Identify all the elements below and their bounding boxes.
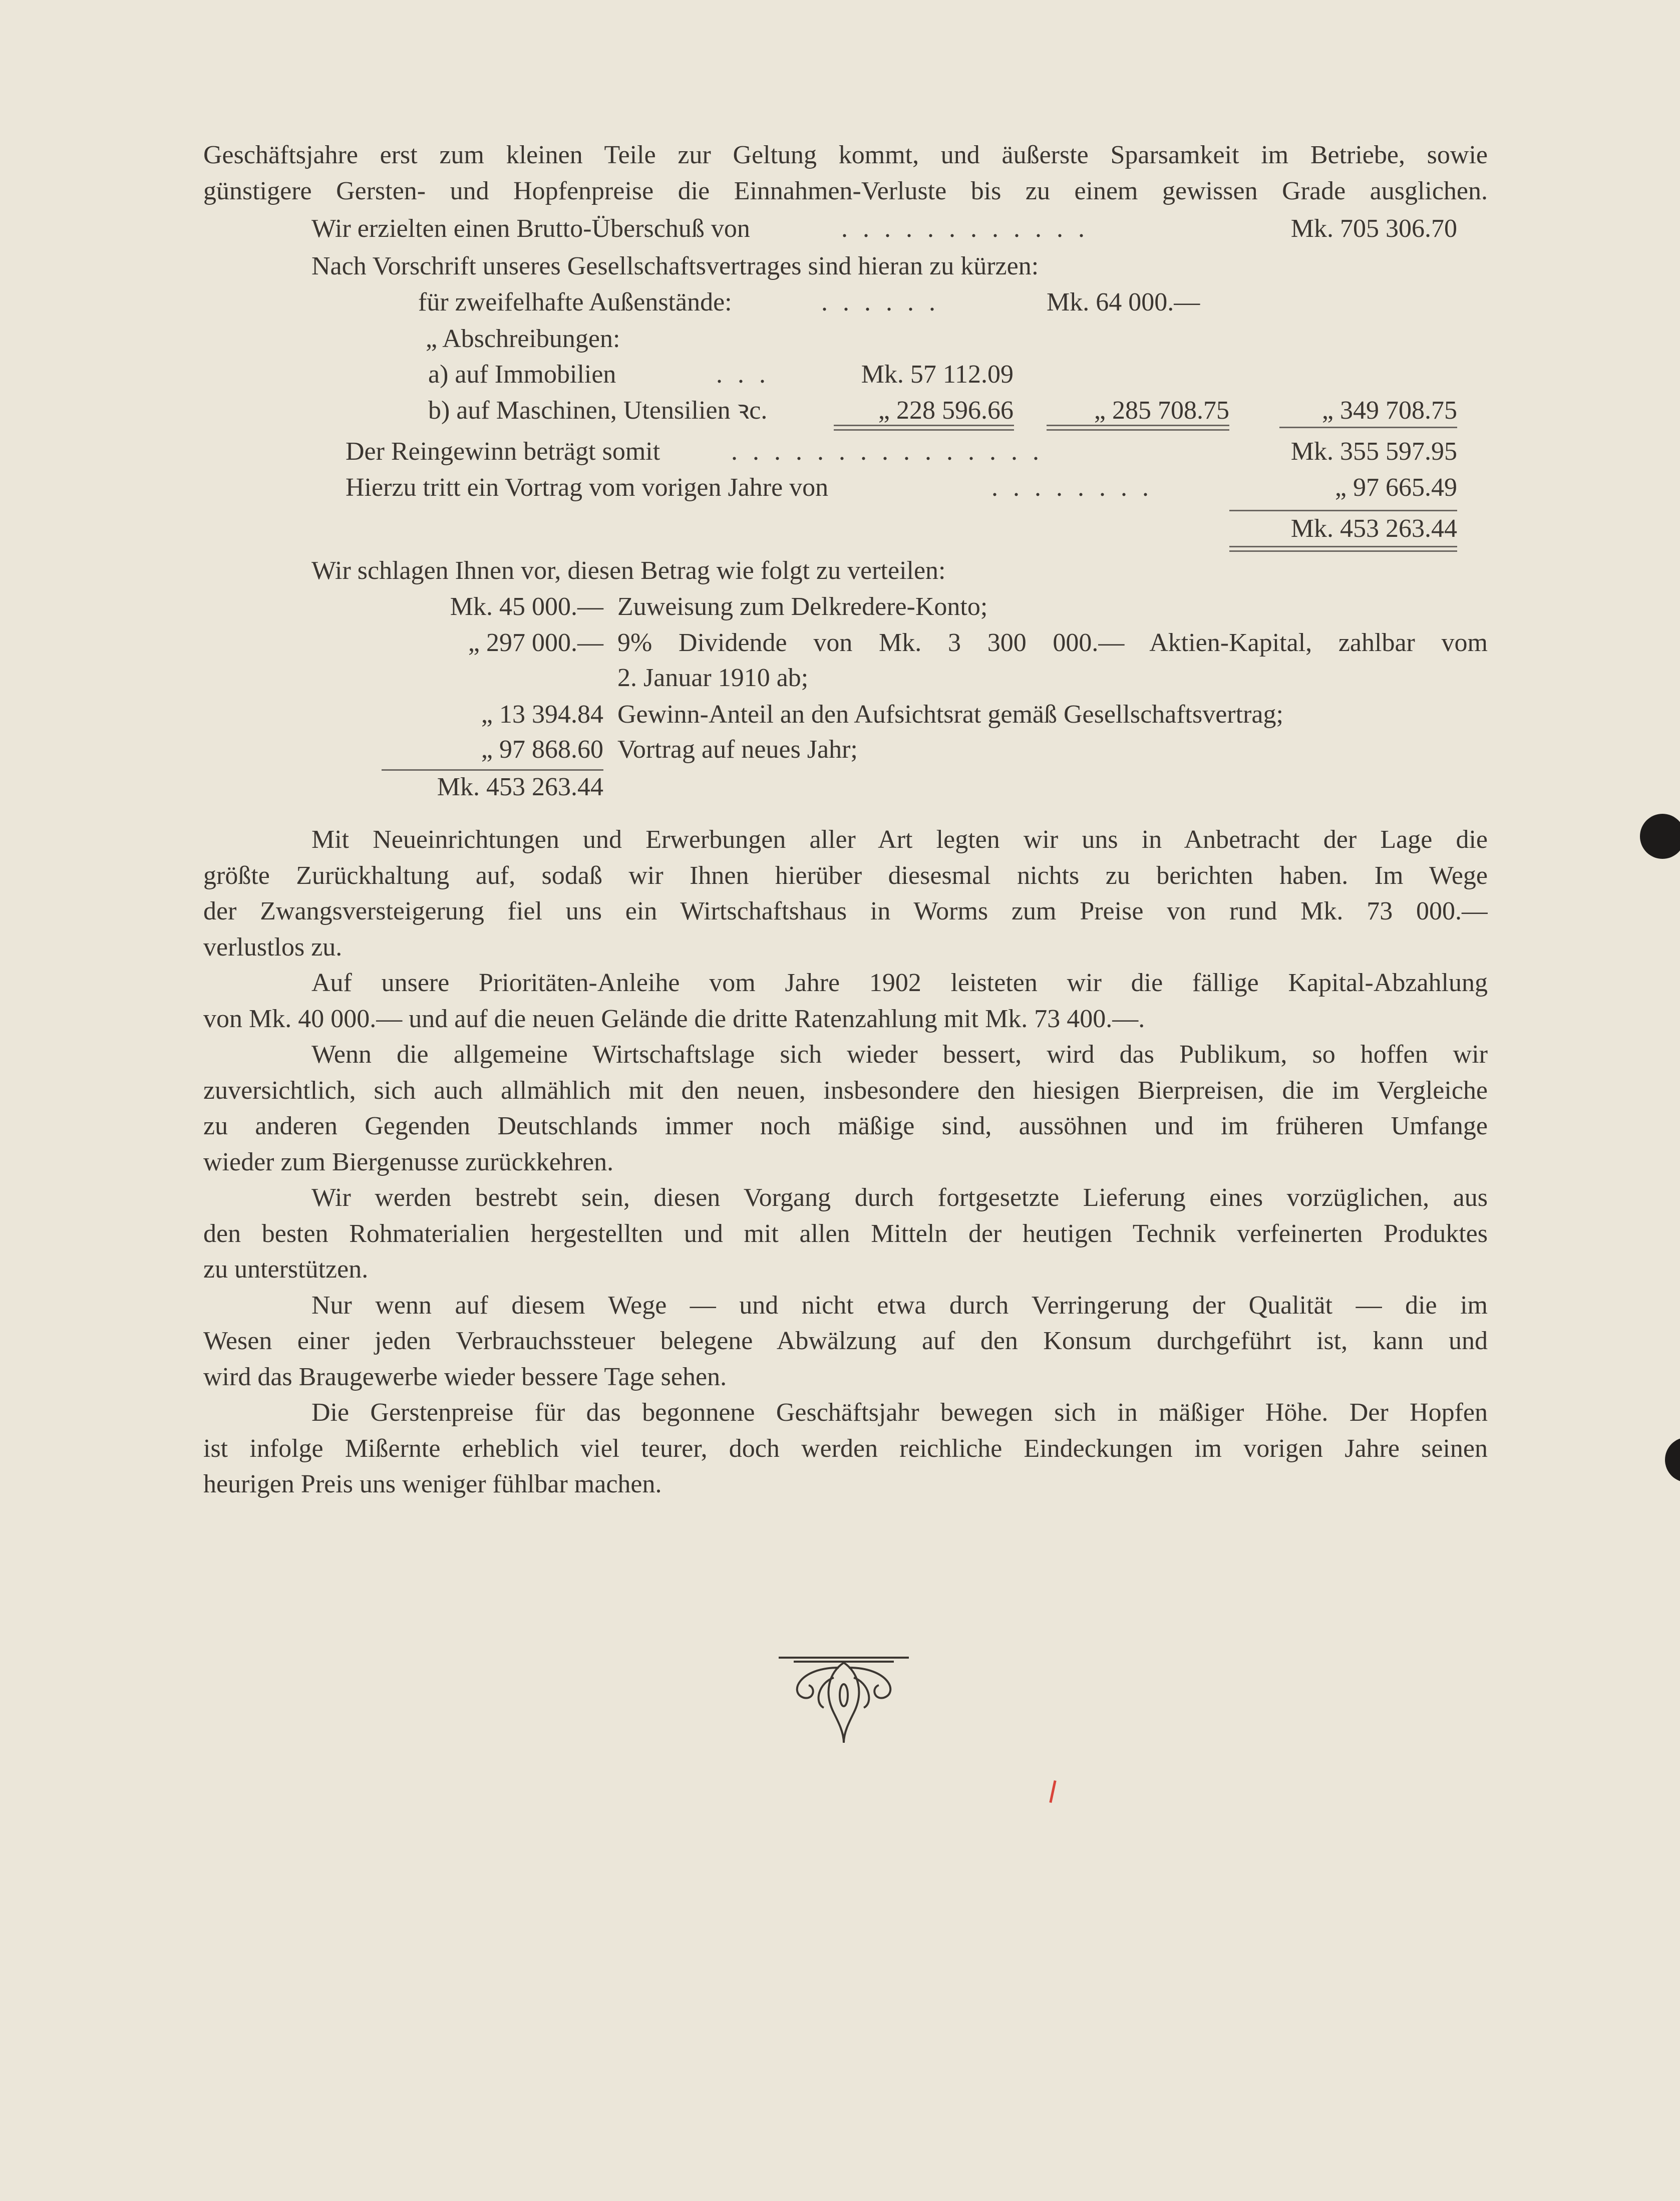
maschinen-value: „ 228 596.66 (878, 396, 1014, 425)
brutto-value: Mk. 705 306.70 (1290, 214, 1457, 243)
deduction-total: „ 349 708.75 (1321, 396, 1457, 425)
net-profit-label: Der Reingewinn beträgt somit (346, 437, 660, 466)
paragraph-line: den besten Rohmaterialien hergestellten und mit allen Mitteln der heutigen Technik verfeinerten Produktes (203, 1219, 1488, 1248)
net-profit-value: Mk. 355 597.95 (1290, 437, 1457, 466)
paragraph-line: wird das Braugewerbe wieder bessere Tage sehen. (203, 1362, 727, 1391)
paragraph-line: der Zwangsversteigerung fiel uns ein Wirtschaftshaus in Worms zum Preise von rund Mk. 73 000.— (203, 897, 1488, 925)
paragraph-line: Nur wenn auf diesem Wege — und nicht etwa durch Verringerung der Qualität — die im (311, 1291, 1488, 1320)
paragraph-line: größte Zurückhaltung auf, sodaß wir Ihnen hierüber diesesmal nichts zu berichten haben. Im Wege (203, 861, 1488, 890)
distribution-amount: „ 13 394.84 (481, 700, 603, 729)
distribution-total: Mk. 453 263.44 (437, 773, 603, 801)
punch-hole (1665, 1437, 1680, 1482)
leader-dots: ............ (841, 214, 1100, 243)
sum-rule (1279, 427, 1457, 428)
distribution-text: Vortrag auf neues Jahr; (617, 735, 858, 764)
distribution-amount: „ 97 868.60 (481, 735, 603, 764)
leader-dots: ...... (821, 288, 950, 317)
ornament-icon (774, 1648, 914, 1748)
paragraph-line: Die Gerstenpreise für das begonnene Geschäftsjahr bewegen sich in mäßiger Höhe. Der Hopfen (311, 1398, 1488, 1427)
sum-rule (1229, 510, 1457, 511)
paragraph-line: Wenn die allgemeine Wirtschaftslage sich wieder bessert, wird das Publikum, so hoffen wir (311, 1040, 1488, 1069)
distribution-text: Zuweisung zum Delkredere-Konto; (617, 592, 988, 621)
leader-dots: ........ (991, 473, 1164, 502)
depreciation-label: „ Abschreibungen: (426, 325, 620, 353)
distribution-intro: Wir schlagen Ihnen vor, diesen Betrag wie folgt zu verteilen: (311, 556, 946, 585)
distribution-text: 9% Dividende von Mk. 3 300 000.— Aktien-Kapital, zahlbar vom (617, 628, 1488, 657)
brutto-label: Wir erzielten einen Brutto-Überschuß von (311, 214, 750, 243)
doubtful-value: Mk. 64 000.— (1047, 288, 1200, 317)
paragraph-line: zu unterstützen. (203, 1255, 369, 1284)
leader-dots: ... (716, 360, 781, 389)
deduct-label: Nach Vorschrift unseres Gesellschaftsvertrages sind hieran zu kürzen: (311, 252, 1039, 280)
red-pencil-mark (1049, 1780, 1056, 1803)
sum-rule (382, 769, 603, 771)
distribution-text: 2. Januar 1910 ab; (617, 664, 809, 692)
paragraph-line: heurigen Preis uns weniger fühlbar machen. (203, 1470, 662, 1498)
paragraph-line: ist infolge Mißernte erheblich viel teurer, doch werden reichliche Eindeckungen im vorigen Jahre seinen (203, 1434, 1488, 1463)
intro-line: Geschäftsjahre erst zum kleinen Teile zur Geltung kommt, und äußerste Sparsamkeit im Betriebe, sowie (203, 141, 1488, 169)
maschinen-label: b) auf Maschinen, Utensilien ꝛc. (428, 396, 768, 425)
carry-label: Hierzu tritt ein Vortrag vom vorigen Jahre von (346, 473, 829, 502)
intro-line: günstigere Gersten- und Hopfenpreise die Einnahmen-Verluste bis zu einem gewissen Grade ausglichen. (203, 177, 1488, 205)
paragraph-line: Wir werden bestrebt sein, diesen Vorgang durch fortgesetzte Lieferung eines vorzüglichen, aus (311, 1183, 1488, 1212)
distribution-amount: „ 297 000.— (468, 628, 603, 657)
depreciation-total: „ 285 708.75 (1094, 396, 1229, 425)
paragraph-line: von Mk. 40 000.— und auf die neuen Gelände die dritte Ratenzahlung mit Mk. 73 400.—. (203, 1004, 1145, 1033)
paragraph-line: Auf unsere Prioritäten-Anleihe vom Jahre 1902 leisteten wir die fällige Kapital-Abzahlung (311, 969, 1488, 997)
paragraph-line: Wesen einer jeden Verbrauchssteuer belegene Abwälzung auf den Konsum durchgeführt ist, kann und (203, 1327, 1488, 1355)
sum-rule (1229, 546, 1457, 552)
paragraph-line: zu anderen Gegenden Deutschlands immer noch mäßige sind, aussöhnen und im früheren Umfange (203, 1112, 1488, 1140)
paragraph-line: Mit Neueinrichtungen und Erwerbungen aller Art legten wir uns in Anbetracht der Lage die (311, 825, 1488, 854)
paragraph-line: zuversichtlich, sich auch allmählich mit den neuen, insbesondere den hiesigen Bierpreisen, die im Vergleiche (203, 1076, 1488, 1105)
carry-value: „ 97 665.49 (1334, 473, 1457, 502)
distribution-amount: Mk. 45 000.— (450, 592, 603, 621)
leader-dots: ............... (731, 437, 1054, 466)
immobilien-value: Mk. 57 112.09 (861, 360, 1014, 389)
immobilien-label: a) auf Immobilien (428, 360, 616, 389)
distribution-text: Gewinn-Anteil an den Aufsichtsrat gemäß Gesellschaftsvertrag; (617, 700, 1283, 729)
paragraph-line: verlustlos zu. (203, 932, 343, 962)
punch-hole (1640, 814, 1680, 859)
sum-rule (834, 425, 1014, 431)
sum-value: Mk. 453 263.44 (1290, 514, 1457, 543)
doubtful-label: für zweifelhafte Außenstände: (418, 288, 732, 317)
paragraph-line: wieder zum Biergenusse zurückkehren. (203, 1147, 614, 1176)
sum-rule (1047, 425, 1229, 431)
